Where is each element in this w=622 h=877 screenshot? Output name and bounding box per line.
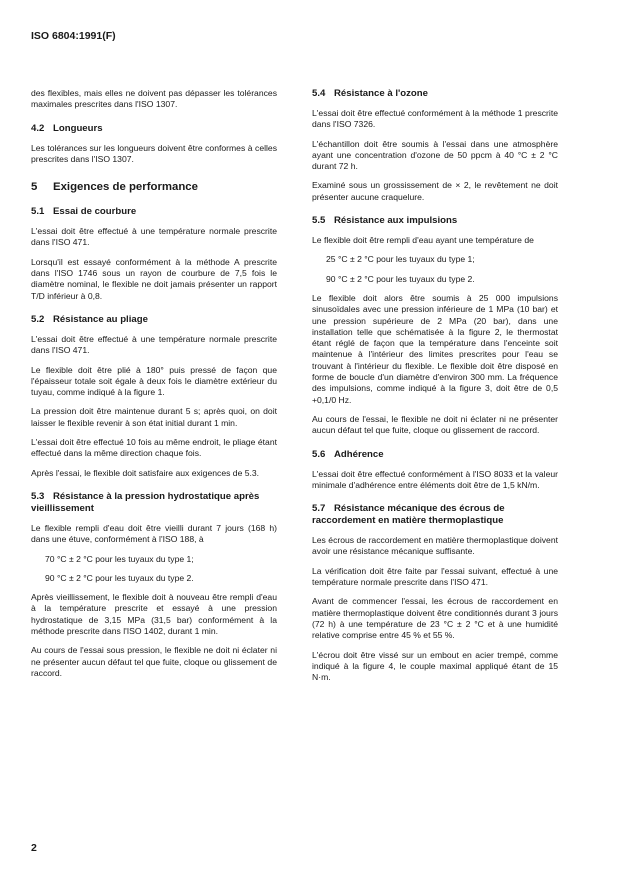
paragraph: Les tolérances sur les longueurs doivent être conformes à celles prescrites dans l'ISO 1307. [31, 142, 277, 164]
document-id-header: ISO 6804:1991(F) [31, 30, 116, 42]
section-heading [312, 449, 558, 461]
section-number: 5.4 [312, 88, 326, 99]
paragraph: Le flexible doit alors être soumis à 25 000 impulsions sinusoïdales avec une pression inférieure de 1 MPa (10 bar) et une pression supérieure de 2 MPa (20 bar), dans une installation telle que schématisée à la figure 2, le thermostat étant réglé de façon que la température dans l'enceinte soit maintenue à l'intérieur des limites prescrites pour l'eau se trouvant à l'intérieur du flexible. Le flexible doit être disposé en forme de boucle d'un diamètre d'environ 300 mm. La fréquence des impulsions, comme indiqué à la figure 3, doit être de 0,5 +0,1/0 Hz. [312, 292, 558, 405]
paragraph: Après vieillissement, le flexible doit à nouveau être rempli d'eau à la température prescrite et essayé à une pression hydrostatique de 3,15 MPa (31,5 bar) conformément à la méthode prescrite dans l'ISO 1402, durant 1 min. [31, 592, 277, 637]
paragraph: Au cours de l'essai, le flexible ne doit ni éclater ni ne présenter aucun défaut tel que fuite, cloque ou glissement de raccord. [312, 413, 558, 436]
page-number: 2 [31, 842, 37, 854]
indented-paragraph: 70 °C ± 2 °C pour les tuyaux du type 1; [45, 553, 194, 564]
section-number: 5.2 [31, 313, 45, 325]
section-number: 5.5 [312, 215, 326, 227]
section-number: 5 [31, 181, 38, 194]
section-heading [312, 88, 558, 100]
paragraph: Après l'essai, le flexible doit satisfaire aux exigences de 5.3. [31, 467, 260, 478]
paragraph: Lorsqu'il est essayé conformément à la méthode A prescrite dans l'ISO 1746 sous un rayon de courbure de 7,5 fois le diamètre nominal, le flexible ne doit jamais présenter un rapport T/D inférieur à 0,8. [31, 256, 277, 301]
paragraph: L'essai doit être effectué conformément à la méthode 1 prescrite dans l'ISO 7326. [312, 108, 558, 130]
section-number: 5.6 [312, 448, 326, 460]
section-heading [312, 503, 558, 527]
section-title: Résistance à l'ozone [334, 88, 428, 99]
section-title: Résistance aux impulsions [334, 215, 458, 227]
section-heading [31, 314, 277, 326]
right-column [312, 88, 558, 691]
paragraph: Les écrous de raccordement en matière thermoplastique doivent avoir une résistance mécanique suffisante. [312, 535, 558, 557]
paragraph: Le flexible doit être rempli d'eau ayant une température de [312, 235, 534, 246]
paragraph: des flexibles, mais elles ne doivent pas dépasser les tolérances maximales prescrites dans l'ISO 1307. [31, 88, 277, 110]
indented-paragraph: 25 °C ± 2 °C pour les tuyaux du type 1; [326, 254, 475, 265]
paragraph: La pression doit être maintenue durant 5 s; après quoi, on doit laisser le flexible revenir à son état initial durant 1 min. [31, 406, 277, 428]
paragraph: Examiné sous un grossissement de × 2, le revêtement ne doit présenter aucune craquelure. [312, 180, 558, 202]
section-title: Résistance au pliage [53, 313, 148, 325]
indented-paragraph: 90 °C ± 2 °C pour les tuyaux du type 2. [45, 572, 194, 583]
paragraph: L'essai doit être effectué à une température normale prescrite dans l'ISO 471. [31, 226, 277, 248]
section-heading [31, 206, 277, 218]
paragraph: L'essai doit être effectué 10 fois au même endroit, le pliage étant effectué dans la même direction chaque fois. [31, 437, 277, 459]
section-title: Essai de courbure [53, 206, 137, 218]
section-number: 5.1 [31, 206, 45, 218]
indented-paragraph: 90 °C ± 2 °C pour les tuyaux du type 2. [326, 273, 475, 284]
section-title: Résistance à la pression hydrostatique après vieillissement [31, 490, 260, 514]
section-title: Exigences de performance [53, 181, 198, 194]
paragraph: Au cours de l'essai sous pression, le flexible ne doit ni éclater ni ne présenter aucun défaut tel que fuite, cloque ou glissement de raccord. [31, 645, 277, 678]
section-title: Résistance mécanique des écrous de raccordement en matière thermoplastique [312, 503, 505, 527]
section-number: 4.2 [31, 122, 45, 134]
section-heading [312, 215, 558, 227]
section-heading [31, 123, 277, 135]
section-number: 5.3 [31, 490, 45, 502]
section-number: 5.7 [312, 503, 326, 515]
paragraph: Le flexible rempli d'eau doit être vieilli durant 7 jours (168 h) dans une étuve, conformément à l'ISO 188, à [31, 522, 277, 545]
paragraph: L'écrou doit être vissé sur un embout en acier trempé, comme indiqué à la figure 4, le couple maximal appliqué étant de 15 N·m. [312, 649, 558, 683]
section-title: Longueurs [53, 122, 103, 134]
paragraph: L'échantillon doit être soumis à l'essai dans une atmosphère ayant une concentration d'ozone de 50 ppcm à 40 °C ± 2 °C durant 72 h. [312, 138, 558, 172]
paragraph: Le flexible doit être plié à 180° puis pressé de façon que l'épaisseur totale soit égale à deux fois le diamètre extérieur du tuyau, comme indiqué à la figure 1. [31, 364, 277, 398]
paragraph: L'essai doit être effectué à une température normale prescrite dans l'ISO 471. [31, 333, 277, 356]
paragraph: Avant de commencer l'essai, les écrous de raccordement en matière thermoplastique doivent être conditionnés durant 3 jours (72 h) à une température de 23 °C ± 2 °C et à une humidité relative comprise entre 45 % et 55 %. [312, 596, 558, 641]
paragraph: L'essai doit être effectué conformément à l'ISO 8033 et la valeur minimale d'adhérence entre éléments doit être de 1,5 kN/m. [312, 468, 558, 490]
left-column [31, 88, 277, 687]
section-heading [31, 181, 277, 194]
section-heading [31, 491, 277, 515]
paragraph: La vérification doit être faite par l'essai suivant, effectué à une température normale prescrite dans l'ISO 471. [312, 565, 558, 588]
section-title: Adhérence [334, 448, 384, 460]
